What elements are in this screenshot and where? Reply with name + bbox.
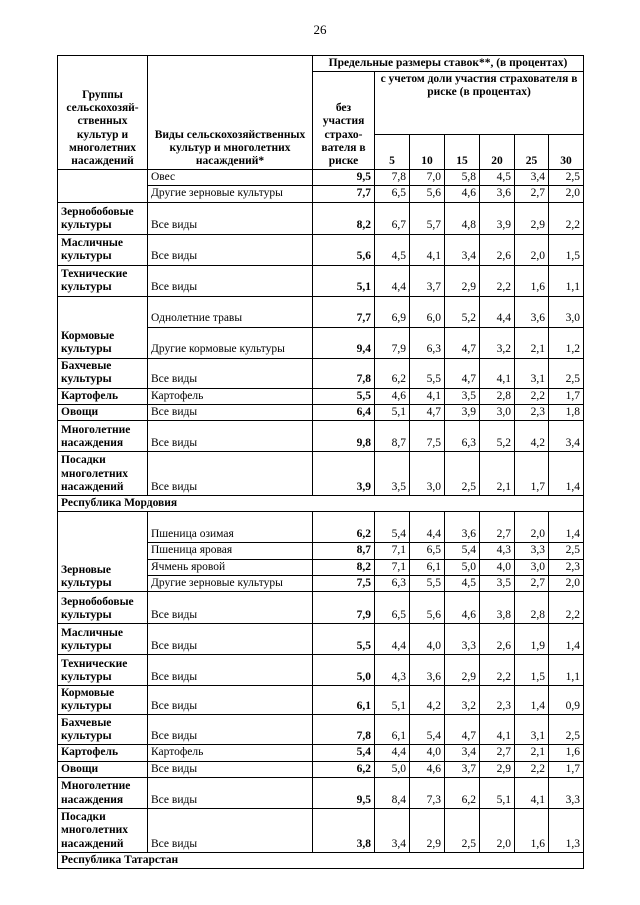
rate-cell: 3,4	[515, 170, 549, 186]
rate-without-participation: 9,8	[313, 421, 375, 452]
rate-cell: 2,1	[515, 745, 549, 761]
header-kinds-column: Виды сельскохозяйственных культур и многолетних насаждений*	[148, 56, 313, 170]
table-body	[58, 170, 584, 869]
crop-kind-cell: Ячмень яровой	[148, 559, 313, 575]
rate-cell: 3,3	[515, 543, 549, 559]
rate-cell: 2,8	[480, 388, 515, 404]
rate-without-participation: 7,8	[313, 358, 375, 388]
region-row	[58, 852, 584, 868]
rate-cell: 7,3	[410, 777, 445, 808]
rate-cell: 1,5	[549, 234, 584, 265]
crop-kind-cell: Картофель	[148, 388, 313, 404]
rate-cell: 1,8	[549, 404, 584, 420]
rate-without-participation: 3,8	[313, 808, 375, 852]
rate-cell: 2,9	[515, 202, 549, 234]
rate-cell: 3,4	[445, 745, 480, 761]
rate-cell: 1,7	[549, 388, 584, 404]
rate-cell: 3,2	[480, 327, 515, 358]
rate-cell: 6,3	[410, 327, 445, 358]
rate-without-participation: 7,7	[313, 186, 375, 202]
rate-cell: 5,4	[375, 512, 410, 543]
crop-group-cell: Овощи	[58, 761, 148, 777]
rate-cell: 5,7	[410, 202, 445, 234]
table-row	[58, 234, 584, 265]
rate-cell: 3,6	[445, 512, 480, 543]
rate-cell: 3,0	[515, 559, 549, 575]
rate-cell: 2,0	[549, 575, 584, 591]
header-percent-cell: 20	[480, 135, 515, 170]
rate-cell: 2,2	[549, 591, 584, 623]
rate-without-participation: 6,2	[313, 512, 375, 543]
rate-cell: 2,7	[480, 745, 515, 761]
rate-cell: 6,3	[445, 421, 480, 452]
crop-kind-cell: Все виды	[148, 265, 313, 296]
rate-cell: 7,1	[375, 543, 410, 559]
crop-group-cell: Кормовые культуры	[58, 296, 148, 358]
rate-cell: 5,0	[445, 559, 480, 575]
rate-cell: 2,2	[480, 654, 515, 685]
crop-kind-cell: Другие зерновые культуры	[148, 575, 313, 591]
rate-cell: 7,5	[410, 421, 445, 452]
table-row	[58, 170, 584, 186]
table-row	[58, 296, 584, 327]
rate-cell: 4,1	[410, 234, 445, 265]
rate-cell: 6,3	[375, 575, 410, 591]
rate-cell: 2,3	[515, 404, 549, 420]
rate-cell: 2,5	[549, 170, 584, 186]
rate-cell: 2,1	[515, 327, 549, 358]
rate-without-participation: 6,1	[313, 685, 375, 714]
crop-kind-cell: Все виды	[148, 715, 313, 745]
rate-cell: 2,3	[480, 685, 515, 714]
rate-cell: 5,0	[375, 761, 410, 777]
rate-cell: 5,2	[445, 296, 480, 327]
crop-kind-cell: Однолетние травы	[148, 296, 313, 327]
crop-kind-cell: Картофель	[148, 745, 313, 761]
rate-cell: 8,4	[375, 777, 410, 808]
rate-cell: 2,2	[515, 761, 549, 777]
rate-cell: 2,5	[549, 543, 584, 559]
table-row	[58, 745, 584, 761]
rate-cell: 2,2	[480, 265, 515, 296]
rate-without-participation: 5,4	[313, 745, 375, 761]
rate-cell: 6,5	[375, 186, 410, 202]
rate-cell: 6,2	[445, 777, 480, 808]
crop-kind-cell: Овес	[148, 170, 313, 186]
rate-cell: 6,0	[410, 296, 445, 327]
rate-cell: 4,0	[410, 745, 445, 761]
crop-kind-cell: Все виды	[148, 234, 313, 265]
rate-without-participation: 9,5	[313, 170, 375, 186]
rate-cell: 4,6	[375, 388, 410, 404]
rate-cell: 4,5	[480, 170, 515, 186]
rate-cell: 4,5	[375, 234, 410, 265]
rate-cell: 3,4	[445, 234, 480, 265]
rate-cell: 7,1	[375, 559, 410, 575]
crop-kind-cell: Все виды	[148, 358, 313, 388]
rate-cell: 4,0	[410, 623, 445, 654]
rate-cell: 4,0	[480, 559, 515, 575]
rate-cell: 5,1	[375, 685, 410, 714]
rate-cell: 6,5	[410, 543, 445, 559]
rate-cell: 2,0	[480, 808, 515, 852]
table-row	[58, 388, 584, 404]
crop-kind-cell: Все виды	[148, 761, 313, 777]
rate-cell: 2,9	[410, 808, 445, 852]
crop-kind-cell: Другие кормовые культуры	[148, 327, 313, 358]
crop-group-cell: Технические культуры	[58, 654, 148, 685]
rate-cell: 4,1	[480, 715, 515, 745]
rate-without-participation: 6,4	[313, 404, 375, 420]
rate-cell: 5,4	[445, 543, 480, 559]
crop-group-cell: Масличные культуры	[58, 234, 148, 265]
rate-cell: 2,5	[445, 808, 480, 852]
rate-cell: 2,6	[480, 623, 515, 654]
rate-cell: 5,6	[410, 591, 445, 623]
table-row	[58, 452, 584, 496]
rate-cell: 3,6	[515, 296, 549, 327]
rate-without-participation: 7,5	[313, 575, 375, 591]
rate-cell: 1,5	[515, 654, 549, 685]
rate-cell: 2,7	[515, 186, 549, 202]
rate-cell: 3,0	[549, 296, 584, 327]
rate-without-participation: 8,2	[313, 202, 375, 234]
rate-cell: 3,5	[445, 388, 480, 404]
rate-cell: 3,7	[410, 265, 445, 296]
rate-without-participation: 7,9	[313, 591, 375, 623]
rate-cell: 1,2	[549, 327, 584, 358]
rate-cell: 2,8	[515, 591, 549, 623]
rate-cell: 2,7	[515, 575, 549, 591]
rate-without-participation: 8,7	[313, 543, 375, 559]
rate-cell: 2,3	[549, 559, 584, 575]
rate-cell: 2,2	[549, 202, 584, 234]
rate-cell: 1,1	[549, 265, 584, 296]
rate-cell: 6,5	[375, 591, 410, 623]
crop-group-cell: Посадки многолетних насаждений	[58, 808, 148, 852]
rate-cell: 3,3	[549, 777, 584, 808]
rate-cell: 6,1	[375, 715, 410, 745]
rate-cell: 3,4	[375, 808, 410, 852]
rate-without-participation: 5,6	[313, 234, 375, 265]
rate-cell: 1,6	[515, 265, 549, 296]
crop-kind-cell: Все виды	[148, 623, 313, 654]
crop-kind-cell: Все виды	[148, 654, 313, 685]
table-row	[58, 591, 584, 623]
region-heading: Республика Мордовия	[58, 496, 584, 512]
rate-without-participation: 5,0	[313, 654, 375, 685]
table-row	[58, 715, 584, 745]
rate-without-participation: 8,2	[313, 559, 375, 575]
rate-cell: 3,3	[445, 623, 480, 654]
rate-cell: 6,7	[375, 202, 410, 234]
rate-cell: 4,6	[410, 761, 445, 777]
rate-cell: 1,4	[549, 452, 584, 496]
crop-kind-cell: Пшеница яровая	[148, 543, 313, 559]
rate-cell: 5,5	[410, 358, 445, 388]
table-row	[58, 404, 584, 420]
table-row	[58, 623, 584, 654]
crop-kind-cell: Другие зерновые культуры	[148, 186, 313, 202]
header-percent-cell: 15	[445, 135, 480, 170]
table-row	[58, 777, 584, 808]
rate-cell: 4,2	[515, 421, 549, 452]
crop-group-cell: Овощи	[58, 404, 148, 420]
rate-without-participation: 5,5	[313, 623, 375, 654]
crop-kind-cell: Все виды	[148, 591, 313, 623]
rate-cell: 2,9	[445, 654, 480, 685]
rate-cell: 3,8	[480, 591, 515, 623]
rate-cell: 4,4	[410, 512, 445, 543]
rate-cell: 2,0	[515, 234, 549, 265]
header-percent-cell: 10	[410, 135, 445, 170]
header-without-participation: без участия страхо-вателя в риске	[313, 72, 375, 170]
rate-cell: 3,0	[480, 404, 515, 420]
crop-kind-cell: Все виды	[148, 808, 313, 852]
rate-cell: 1,1	[549, 654, 584, 685]
table-row	[58, 512, 584, 543]
region-heading: Республика Татарстан	[58, 852, 584, 868]
rate-cell: 2,9	[445, 265, 480, 296]
rate-cell: 3,5	[375, 452, 410, 496]
rate-cell: 4,4	[375, 623, 410, 654]
header-with-participation: с учетом доли участия страхователя в риске (в процентах)	[375, 72, 584, 135]
rate-without-participation: 7,8	[313, 715, 375, 745]
rate-cell: 6,1	[410, 559, 445, 575]
insurance-rates-table	[57, 55, 584, 869]
rate-cell: 2,9	[480, 761, 515, 777]
table-row	[58, 685, 584, 714]
rate-cell: 3,6	[480, 186, 515, 202]
crop-group-cell: Многолетние насаждения	[58, 777, 148, 808]
rate-cell: 1,4	[549, 623, 584, 654]
rate-cell: 2,6	[480, 234, 515, 265]
rate-without-participation: 3,9	[313, 452, 375, 496]
rate-cell: 5,1	[480, 777, 515, 808]
rate-cell: 4,6	[445, 186, 480, 202]
rate-cell: 1,4	[515, 685, 549, 714]
header-group-column: Группы сельскохозяй-ственных культур и многолетних насаждений	[58, 56, 148, 170]
crop-group-cell: Кормовые культуры	[58, 685, 148, 714]
rate-cell: 4,3	[480, 543, 515, 559]
rate-cell: 7,0	[410, 170, 445, 186]
rate-cell: 0,9	[549, 685, 584, 714]
rate-cell: 4,8	[445, 202, 480, 234]
rate-cell: 4,3	[375, 654, 410, 685]
rate-without-participation: 5,1	[313, 265, 375, 296]
table-row	[58, 654, 584, 685]
table-row	[58, 202, 584, 234]
rate-cell: 2,1	[480, 452, 515, 496]
rate-without-participation: 7,7	[313, 296, 375, 327]
rate-cell: 3,1	[515, 358, 549, 388]
rate-without-participation: 9,4	[313, 327, 375, 358]
table-row	[58, 265, 584, 296]
rate-cell: 4,4	[375, 265, 410, 296]
crop-group-cell: Зерновые культуры	[58, 512, 148, 592]
crop-kind-cell: Все виды	[148, 452, 313, 496]
rate-cell: 4,6	[445, 591, 480, 623]
rate-without-participation: 6,2	[313, 761, 375, 777]
rate-without-participation: 5,5	[313, 388, 375, 404]
region-row	[58, 496, 584, 512]
rate-cell: 1,4	[549, 512, 584, 543]
rate-cell: 4,1	[515, 777, 549, 808]
crop-group-cell: Бахчевые культуры	[58, 358, 148, 388]
crop-group-cell: Многолетние насаждения	[58, 421, 148, 452]
table-row	[58, 421, 584, 452]
rate-cell: 4,5	[445, 575, 480, 591]
rate-cell: 1,6	[515, 808, 549, 852]
rate-cell: 1,7	[515, 452, 549, 496]
header-percent-cell: 5	[375, 135, 410, 170]
crop-kind-cell: Все виды	[148, 202, 313, 234]
rate-cell: 2,5	[445, 452, 480, 496]
rate-cell: 7,9	[375, 327, 410, 358]
header-percent-cell: 25	[515, 135, 549, 170]
crop-kind-cell: Все виды	[148, 404, 313, 420]
crop-group-cell: Технические культуры	[58, 265, 148, 296]
rate-cell: 1,6	[549, 745, 584, 761]
rate-cell: 1,7	[549, 761, 584, 777]
rate-without-participation: 9,5	[313, 777, 375, 808]
rate-cell: 2,5	[549, 358, 584, 388]
rate-cell: 4,7	[445, 327, 480, 358]
rate-cell: 5,2	[480, 421, 515, 452]
rate-cell: 7,8	[375, 170, 410, 186]
table-row	[58, 808, 584, 852]
rate-cell: 5,1	[375, 404, 410, 420]
rate-cell: 3,9	[445, 404, 480, 420]
crop-group-cell: Бахчевые культуры	[58, 715, 148, 745]
rate-cell: 2,2	[515, 388, 549, 404]
rate-cell: 3,5	[480, 575, 515, 591]
rate-cell: 8,7	[375, 421, 410, 452]
crop-group-cell: Масличные культуры	[58, 623, 148, 654]
rate-cell: 2,5	[549, 715, 584, 745]
crop-kind-cell: Все виды	[148, 685, 313, 714]
rate-cell: 1,9	[515, 623, 549, 654]
rate-cell: 4,1	[410, 388, 445, 404]
rate-cell: 4,1	[480, 358, 515, 388]
crop-group-cell: Посадки многолетних насаждений	[58, 452, 148, 496]
rate-cell: 3,2	[445, 685, 480, 714]
rate-cell: 3,7	[445, 761, 480, 777]
rate-cell: 5,4	[410, 715, 445, 745]
crop-kind-cell: Все виды	[148, 777, 313, 808]
rate-cell: 5,5	[410, 575, 445, 591]
rate-cell: 2,0	[515, 512, 549, 543]
rate-cell: 4,7	[445, 358, 480, 388]
rate-cell: 4,2	[410, 685, 445, 714]
header-rate-limits: Предельные размеры ставок**, (в процентах)	[313, 56, 584, 72]
rate-cell: 5,6	[410, 186, 445, 202]
crop-group-cell: Зернобобовые культуры	[58, 202, 148, 234]
rate-cell: 5,8	[445, 170, 480, 186]
crop-kind-cell: Все виды	[148, 421, 313, 452]
rate-cell: 3,1	[515, 715, 549, 745]
crop-group-cell: Картофель	[58, 388, 148, 404]
table-row	[58, 761, 584, 777]
rate-cell: 4,7	[445, 715, 480, 745]
rate-cell: 4,4	[375, 745, 410, 761]
rate-cell: 3,4	[549, 421, 584, 452]
crop-group-cell: Картофель	[58, 745, 148, 761]
header-percent-cell: 30	[549, 135, 584, 170]
rate-cell: 2,0	[549, 186, 584, 202]
crop-group-cell: Зернобобовые культуры	[58, 591, 148, 623]
rate-cell: 3,6	[410, 654, 445, 685]
page-number: 26	[313, 22, 327, 37]
rate-cell: 4,4	[480, 296, 515, 327]
crop-group-cell	[58, 170, 148, 202]
table-row	[58, 358, 584, 388]
crop-kind-cell: Пшеница озимая	[148, 512, 313, 543]
rate-cell: 3,9	[480, 202, 515, 234]
rate-cell: 4,7	[410, 404, 445, 420]
rate-cell: 2,7	[480, 512, 515, 543]
rate-cell: 6,2	[375, 358, 410, 388]
rate-cell: 1,3	[549, 808, 584, 852]
rate-cell: 6,9	[375, 296, 410, 327]
rate-cell: 3,0	[410, 452, 445, 496]
